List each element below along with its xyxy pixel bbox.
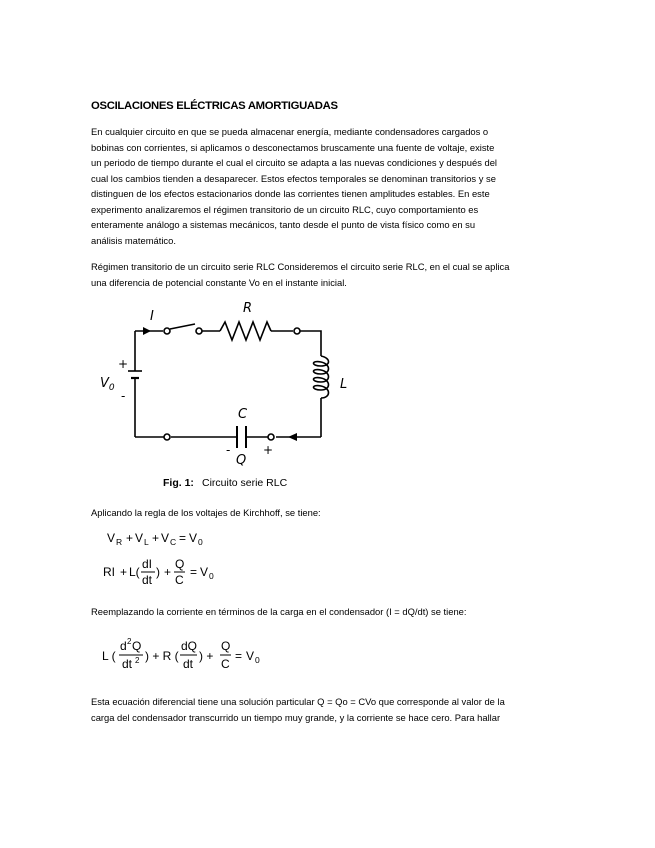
intro-paragraph [91,124,569,248]
eq2-v: V [200,565,209,579]
eq3-r: ) + R ( [145,649,179,663]
closing-paragraph [91,694,569,725]
closing-line: Esta ecuación diferencial tiene una solución particular Q = Qo = CVo que corresponde al valor de la [91,696,505,707]
rlc-line: Régimen transitorio de un circuito serie RLC Consideremos el circuito serie RLC, en el cual se aplica [91,261,510,272]
equation-kirchhoff [105,527,225,549]
eq1-sub-0: 0 [198,537,203,547]
figure-caption-label: Fig. 1: [163,477,194,489]
eq2-equals: = [190,565,198,579]
eq1-v-0: V [189,531,198,545]
label-inductor: L [340,377,348,392]
eq3-sub-0: 0 [255,655,260,665]
capacitor-minus-sign: - [226,443,231,457]
eq2-close: ) [156,565,160,579]
eq2-ri: RI [103,565,115,579]
eq2-q: Q [175,557,185,571]
kirchhoff-paragraph [91,505,569,521]
intro-line: En cualquier circuito en que se pueda almacenar energía, mediante condensadores cargados o [91,126,489,137]
battery-plus-sign: + [118,357,129,371]
equation-rlc [101,554,231,594]
eq1-sub-c: C [170,537,177,547]
eq2-sub-0: 0 [209,571,214,581]
rlc-circuit-figure [95,298,355,498]
label-capacitor: C [238,407,248,422]
eq2-di: dI [142,557,153,571]
eq3-equals: = [235,649,243,663]
eq1-plus-2: + [152,531,160,545]
replace-line: Reemplazando la corriente en términos de la carga en el condensador (I = dQ/dt) se tiene: [91,606,467,617]
capacitor-plus-sign: + [263,443,274,457]
eq1-equals: = [179,531,187,545]
intro-line: bobinas con corrientes, si aplicamos o desconectamos bruscamente una fuente de voltaje, existe [91,141,495,153]
eq1-sub-r: R [116,537,123,547]
eq3-q-num: Q [132,639,142,653]
intro-line: análisis matemático. [91,234,176,246]
eq3-dt-sup-2: 2 [135,656,140,665]
eq1-v-l: V [135,531,144,545]
eq3-v: V [246,649,255,663]
intro-line: experimento analizaremos el régimen transitorio de un circuito RLC, cuyo comportamiento es [91,203,479,215]
current-arrow-icon [143,327,151,335]
eq1-plus-1: + [126,531,134,545]
eq3-dt-2: dt [183,657,194,671]
eq1-v-c: V [161,531,170,545]
replace-paragraph [91,604,569,620]
document-title: OSCILACIONES ELÉCTRICAS AMORTIGUADAS [91,100,338,112]
eq2-l: L( [129,565,140,579]
eq3-close: ) + [199,649,214,663]
eq1-v-r: V [107,531,116,545]
eq3-sup-2: 2 [127,637,132,646]
arrow-left-icon [288,433,297,441]
figure-caption-text: Circuito serie RLC [202,477,288,489]
eq3-dq: dQ [181,639,198,653]
label-current: I [150,309,154,324]
battery-minus-sign: - [121,389,126,403]
kirchhoff-line: Aplicando la regla de los voltajes de Kirchhoff, se tiene: [91,507,321,518]
eq3-c: C [221,657,230,671]
eq1-sub-l: L [144,537,149,547]
rlc-line: una diferencia de potencial constante Vo en el instante inicial. [91,276,347,288]
eq2-c: C [175,573,184,587]
label-resistor: R [243,301,253,316]
eq2-dt: dt [142,573,153,587]
intro-line: distinguen de los efectos estacionarios donde las corrientes tienen amplitudes estables. En este [91,188,490,199]
intro-line: cual los cambios tienden a desaparecer. Estos efectos temporales se denominan transitorios y se [91,172,496,184]
closing-line: carga del condensador transcurrido un tiempo muy grande, y la corriente se hace cero. Para hallar [91,711,501,723]
eq3-d: d [120,639,127,653]
intro-line: un periodo de tiempo durante el cual el circuito se adapta a las nuevas condiciones y después del [91,157,497,168]
eq3-q: Q [221,639,231,653]
eq3-dt: dt [122,657,133,671]
eq2-plus-1: + [120,565,128,579]
label-charge: Q [236,453,247,468]
intro-line: enteramente análogo a sistemas mecánicos, tanto desde el punto de vista físico como en su [91,219,476,230]
equation-charge [100,636,270,680]
rlc-paragraph [91,259,569,290]
eq3-l: L ( [102,649,116,663]
eq2-plus-2: + [164,565,172,579]
label-source-voltage: $V_0$ [100,376,115,393]
